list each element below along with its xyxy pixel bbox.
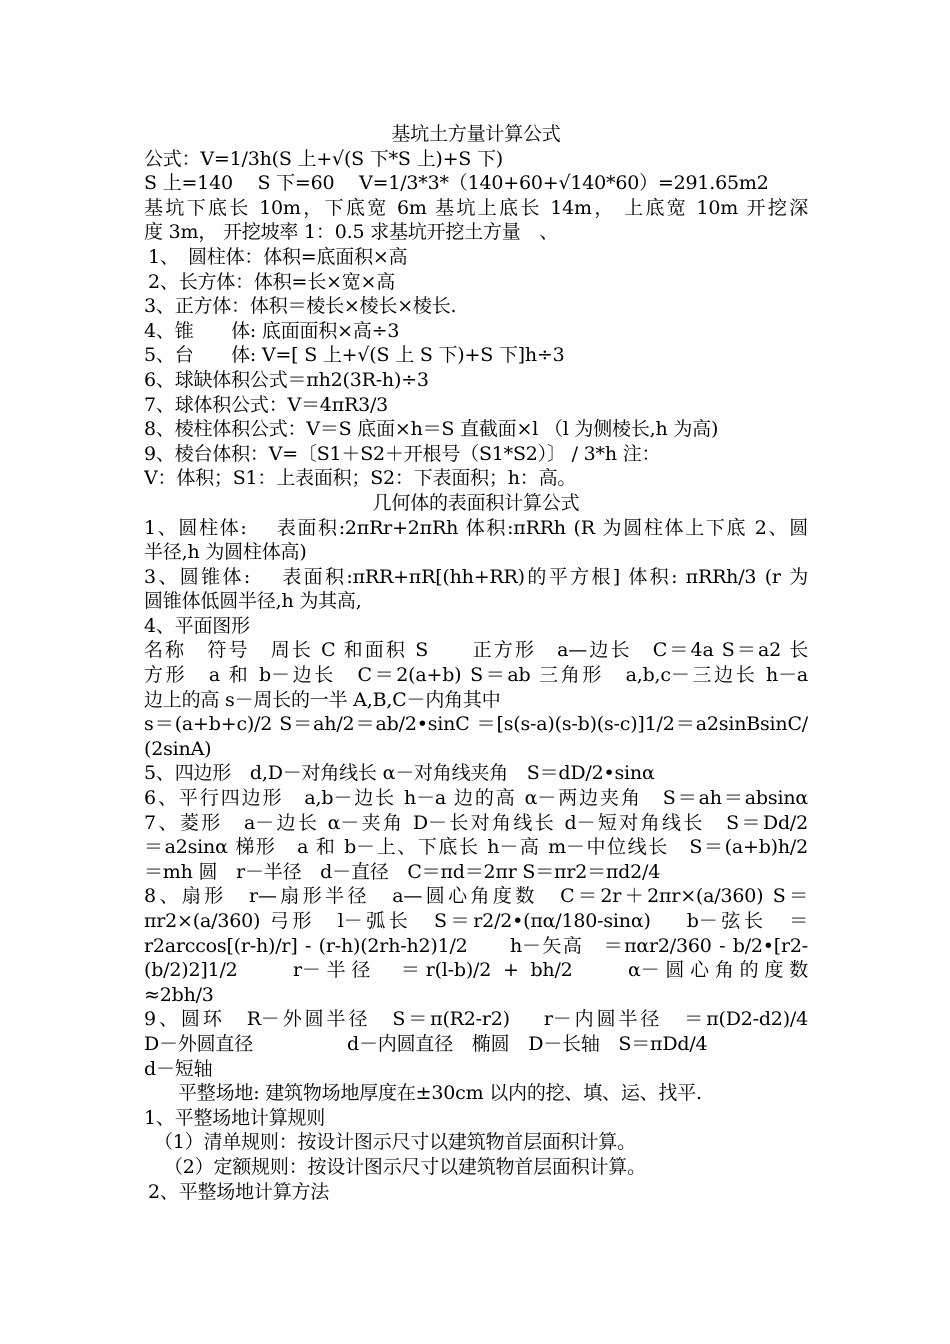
text-line: 5、四边形 d,D－对角线长 α－对角线夹角 S＝dD/2•sinα [144,762,655,785]
text-line: 1、 圆柱体：体积=底面积×高 [148,245,408,268]
text-line: ＝a2sinα 梯形 a 和 b－上、下底长 h－高 m－中位线长 S＝(a+b)h/2 [144,836,808,859]
text-line: 4、平面图形 [144,614,250,637]
text-line: （1）清单规则：按设计图示尺寸以建筑物首层面积计算。 [154,1131,636,1154]
text-line: 2、平整场地计算方法 [148,1180,330,1203]
text-line: D－外圆直径 d－内圆直径 椭圆 D－长轴 S＝πDd/4 [144,1032,708,1055]
text-line: 9、圆环 R－外圆半径 S＝π(R2-r2) r－内圆半径 ＝π(D2-d2)/4 [144,1008,808,1031]
text-line: S 上=140 S 下=60 V=1/3*3*（140+60+√140*60）=291.65m2 [144,172,769,195]
text-line: (b/2)2]1/2 r－半径 ＝r(l-b)/2 + bh/2 α－圆心角的度数 [144,959,808,982]
text-line: （2）定额规则：按设计图示尺寸以建筑物首层面积计算。 [164,1155,646,1178]
text-line: 6、平行四边形 a,b－边长 h－a 边的高 α－两边夹角 S＝ah＝absinα [144,787,808,810]
text-line: 9、棱台体积：V=〔S1＋S2＋开根号（S1*S2）〕 / 3*h 注： [144,442,661,465]
text-line: ＝mh 圆 r－半径 d－直径 C＝πd＝2πr S＝πr2＝πd2/4 [144,860,661,883]
text-line: 8、棱柱体积公式：V＝S 底面×h＝S 直截面×l （l 为侧棱长,h 为高) [144,418,719,441]
text-line: 3、圆锥体: 表面积:πRR+πR[(hh+RR)的平方根] 体积: πRRh/3 (r 为 [144,565,808,588]
text-line: 度 3m， 开挖坡率 1：0.5 求基坑开挖土方量 、 [144,221,559,244]
text-line: 6、球缺体积公式＝πh2(3R-h)÷3 [144,368,429,391]
text-line: 基坑下底长 10m，下底宽 6m 基坑上底长 14m， 上底宽 10m 开挖深 [144,196,808,219]
text-line: V：体积；S1：上表面积；S2：下表面积；h：高。 [144,467,577,490]
text-line: 公式：V=1/3h(S 上+√(S 下*S 上)+S 下) [144,147,503,170]
text-line: 边上的高 s－周长的一半 A,B,C－内角其中 [144,688,501,711]
document-body [144,122,808,1204]
text-line: 圆锥体低圆半径,h 为其高, [144,590,362,613]
text-line: 3、正方体：体积＝棱长×棱长×棱长. [144,295,457,318]
page-title: 基坑土方量计算公式 [391,123,561,145]
text-line: ≈2bh/3 [144,983,214,1006]
text-line: 1、圆柱体: 表面积:2πRr+2πRh 体积:πRRh (R 为圆柱体上下底 2、圆 [144,516,808,539]
text-line: 5、台 体: V=[ S 上+√(S 上 S 下)+S 下]h÷3 [144,344,565,367]
text-line: 方形 a 和 b－边长 C＝2(a+b) S＝ab 三角形 a,b,c－三边长 h－a [144,664,808,687]
text-line: 8、扇形 r—扇形半径 a—圆心角度数 C＝2r＋2πr×(a/360) S＝ [144,885,808,908]
text-line: (2sinA) [144,737,212,760]
text-line: 7、菱形 a－边长 α－夹角 D－长对角线长 d－短对角线长 S＝Dd/2 [144,811,808,834]
text-line: 名称 符号 周长 C 和面积 S 正方形 a—边长 C＝4a S＝a2 长 [144,639,808,662]
text-line: 4、锥 体: 底面面积×高÷3 [144,319,400,342]
text-line: 平整场地: 建筑物场地厚度在±30cm 以内的挖、填、运、找平. [178,1082,702,1105]
section-heading: 几何体的表面积计算公式 [372,491,580,514]
text-line: 1、平整场地计算规则 [144,1106,326,1129]
text-line: πr2×(a/360) 弓形 l－弧长 S＝r2/2•(πα/180-sinα) b－弦长 ＝ [144,910,808,932]
text-line: r2arccos[(r-h)/r] - (r-h)(2rh-h2)1/2 h－矢高 ＝παr2/360 - b/2•[r2- [144,934,808,957]
text-line: 7、球体积公式：V＝4πR3/3 [144,393,389,416]
text-line: 半径,h 为圆柱体高) [144,541,307,564]
text-line: s＝(a+b+c)/2 S＝ah/2＝ab/2•sinC ＝[s(s-a)(s-b)(s-c)]1/2＝a2sinBsinC/ [144,713,808,736]
text-line: d－短轴 [144,1057,213,1080]
text-line: 2、长方体：体积=长×宽×高 [148,270,396,293]
